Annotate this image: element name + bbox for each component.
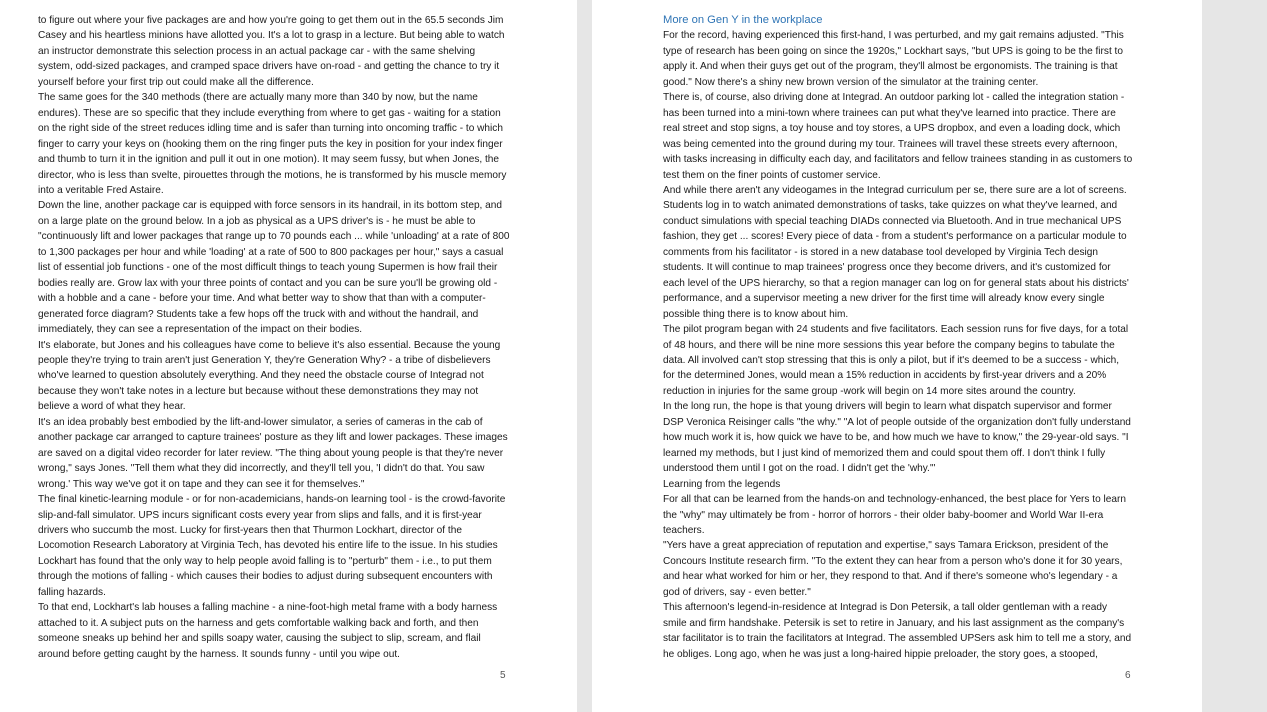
paragraph: For all that can be learned from the hands-on and technology-enhanced, the best place for Yers to learn the "why" may ultimately be from - horror of horrors - their older baby-boomer and World War II-era teachers.: [663, 494, 1126, 536]
paragraph: Down the line, another package car is equipped with force sensors in its handrail, in its bottom step, and on a large plate on the ground below. In a job as physical as a UPS driver's is - he must be able to "continuously lift and lower packages that range up to 70 pounds each ... while 'unloading' at a rate of 800 to 1,300 packages per hour and while 'loading' at a rate of 500 to 800 packages per hour," says a casual list of essential job functions - one of the most difficult things to teach young Supermen is how frail their bodies really are. Grow lax with your three points of contact and you can be sure you'll be growing old - with a hobble and a cane - before your time. And what better way to show that than with a computer-generated force diagram? Students take a few hops off the truck with and without the handrail, and immediately, they can see a representation of the impact on their bodies.: [38, 200, 510, 336]
paragraph: "Yers have a great appreciation of reputation and expertise," says Tamara Erickson, president of the Concours Institute research firm. "To the extent they can hear from a person who's done it for 30 years, and hear what worked for him or her, they respond to that. And if there's someone who's legendary - a god of drivers, say - even better.": [663, 540, 1123, 598]
paragraph: And while there aren't any videogames in the Integrad curriculum per se, there sure are a lot of screens. Students log in to watch animated demonstrations of tasks, take quizzes on what they've learned, and conduct simulations with special teaching DIADs connected via Bluetooth. And in true mechanical UPS fashion, they get ... scores! Every piece of data - from a student's performance on a particular module to comments from his facilitator - is stored in a new database tool developed by Virginia Tech design students. It will continue to map trainees' progress once they become drivers, and it's customized for each level of the UPS hierarchy, so that a region manager can log on for general stats about his districts' performance, and a supervisor meeting a new driver for the first time will already know every single possible thing there is to know about him.: [663, 184, 1129, 320]
page-number: 5: [500, 670, 506, 681]
paragraph: This afternoon's legend-in-residence at Integrad is Don Petersik, a tall older gentleman with a ready smile and firm handshake. Petersik is set to retire in January, and his last assignment as the company's star facilitator is to train the facilitators at Integrad. The assembled UPSers ask him to tell me a story, and he obliges. Long ago, when he was just a long-haired hippie preloader, the story goes, a stooped,: [663, 602, 1132, 660]
paragraph: The same goes for the 340 methods (there are actually many more than 340 by now, but the name endures). These are so specific that they include everything from where to get gas - waiting for a station on the right side of the street reduces idling time and is safer than turning into oncoming traffic - to which finger to carry your keys on (hooking them on the ring finger puts the key in position for your index finger and thumb to turn it in the ignition and pull it out in one motion). It may seem fussy, but when Jones, the director, who is less than svelte, pirouettes through the motions, he is transformed by his muscle memory into a veritable Fred Astaire.: [38, 92, 507, 196]
paragraph: To that end, Lockhart's lab houses a falling machine - a nine-foot-high metal frame with a body harness attached to it. A subject puts on the harness and gets comfortable walking back and forth, and then someone sneaks up behind her and spills soapy water, causing the subject to slip, scream, and flail around before getting caught by the harness. It sounds funny - until you wipe out.: [38, 602, 498, 660]
page-number: 6: [1125, 670, 1131, 681]
paragraph: For the record, having experienced this first-hand, I was perturbed, and my gait remains adjusted. "This type of research has been going on since the 1920s," Lockhart says, "but UPS is going to be the first to apply it. And when their guys get out of the program, they'll almost be ergonomists. The training is that good." Now there's a shiny new brown version of the simulator at the training center.: [663, 30, 1124, 88]
paragraph: The final kinetic-learning module - or for non-academicians, hands-on learning tool - is the crowd-favorite slip-and-fall simulator. UPS incurs significant costs every year from slips and falls, and it is first-year drivers who succumb the most. Lucky for first-years then that Thurmon Lockhart, director of the Locomotion Research Laboratory at Virginia Tech, has devoted his entire life to the issue. In his studies Lockhart has found that the only way to help people avoid falling is to "perturb" them - i.e., to put them through the motions of falling - which causes their bodies to adjust during subsequent encounters with falling hazards.: [38, 494, 506, 598]
page-6-body: [663, 13, 1133, 662]
paragraph: It's an idea probably best embodied by the lift-and-lower simulator, a series of cameras in the cab of another package car arranged to capture trainees' posture as they lift and lower packages. These images are saved on a digital video recorder for later review. "The thing about young people is that they're never wrong," says Jones. "Tell them what they did incorrectly, and they'll tell you, 'I didn't do that. You saw wrong.' This way we've got it on tape and they can see it for themselves.": [38, 416, 508, 490]
document-page-6: [592, 0, 1202, 712]
paragraph: In the long run, the hope is that young drivers will begin to learn what dispatch supervisor and former DSP Veronica Reisinger calls "the why." "A lot of people outside of the organization don't fully understand how much work it is, how quick we have to be, and how much we have to know," the 29-year-old says. "I learned my methods, but I just kind of memorized them and could spout them off. I don't think I fully understood them until I got on the road. I didn't get the 'why.'": [663, 401, 1131, 475]
workspace-background: [1202, 0, 1267, 712]
document-page-5: [0, 0, 577, 712]
paragraph: to figure out where your five packages are and how you're going to get them out in the 65.5 seconds Jim Casey and his heartless minions have allotted you. It's a lot to grasp in a lecture. But being able to watch an instructor demonstrate this selection process in an actual package car - with the same shelving system, odd-sized packages, and cramped space drivers have on-road - and getting the chance to try it yourself before your first trip out could make all the difference.: [38, 15, 505, 88]
paragraph: It's elaborate, but Jones and his colleagues have come to believe it's also essential. Because the young people they're trying to train aren't just Generation Y, they're Generation Why? - a tribe of disbelievers who've learned to question absolutely everything. And they need the obstacle course of Integrad not because they won't take notes in a lecture but because without these demonstrations they may not believe a word of what they hear.: [38, 339, 501, 413]
subheading: Learning from the legends: [663, 478, 781, 490]
paragraph: There is, of course, also driving done at Integrad. An outdoor parking lot - called the integration station - has been turned into a mini-town where trainees can put what they've learned into practice. There are real street and stop signs, a toy house and toy stores, a UPS dropbox, and even a loading dock, which was being cemented into the ground during my tour. Trainees will travel these streets every afternoon, with tasks increasing in difficulty each day, and facilitators and fellow trainees standing in as customers to test them on the finer points of customer service.: [663, 92, 1133, 181]
page-5-body: [38, 13, 512, 662]
paragraph: The pilot program began with 24 students and five facilitators. Each session runs for five days, for a total of 48 hours, and there will be nine more sessions this year before the company begins to tabulate the data. All involved can't stop stressing that this is only a pilot, but if it's deemed to be a success - which, for the determined Jones, would mean a 15% reduction in accidents by first-year drivers and a 20% reduction in injuries for the same group -work will begin on 14 more sites around the country.: [663, 324, 1129, 397]
section-heading: More on Gen Y in the workplace: [663, 14, 823, 26]
